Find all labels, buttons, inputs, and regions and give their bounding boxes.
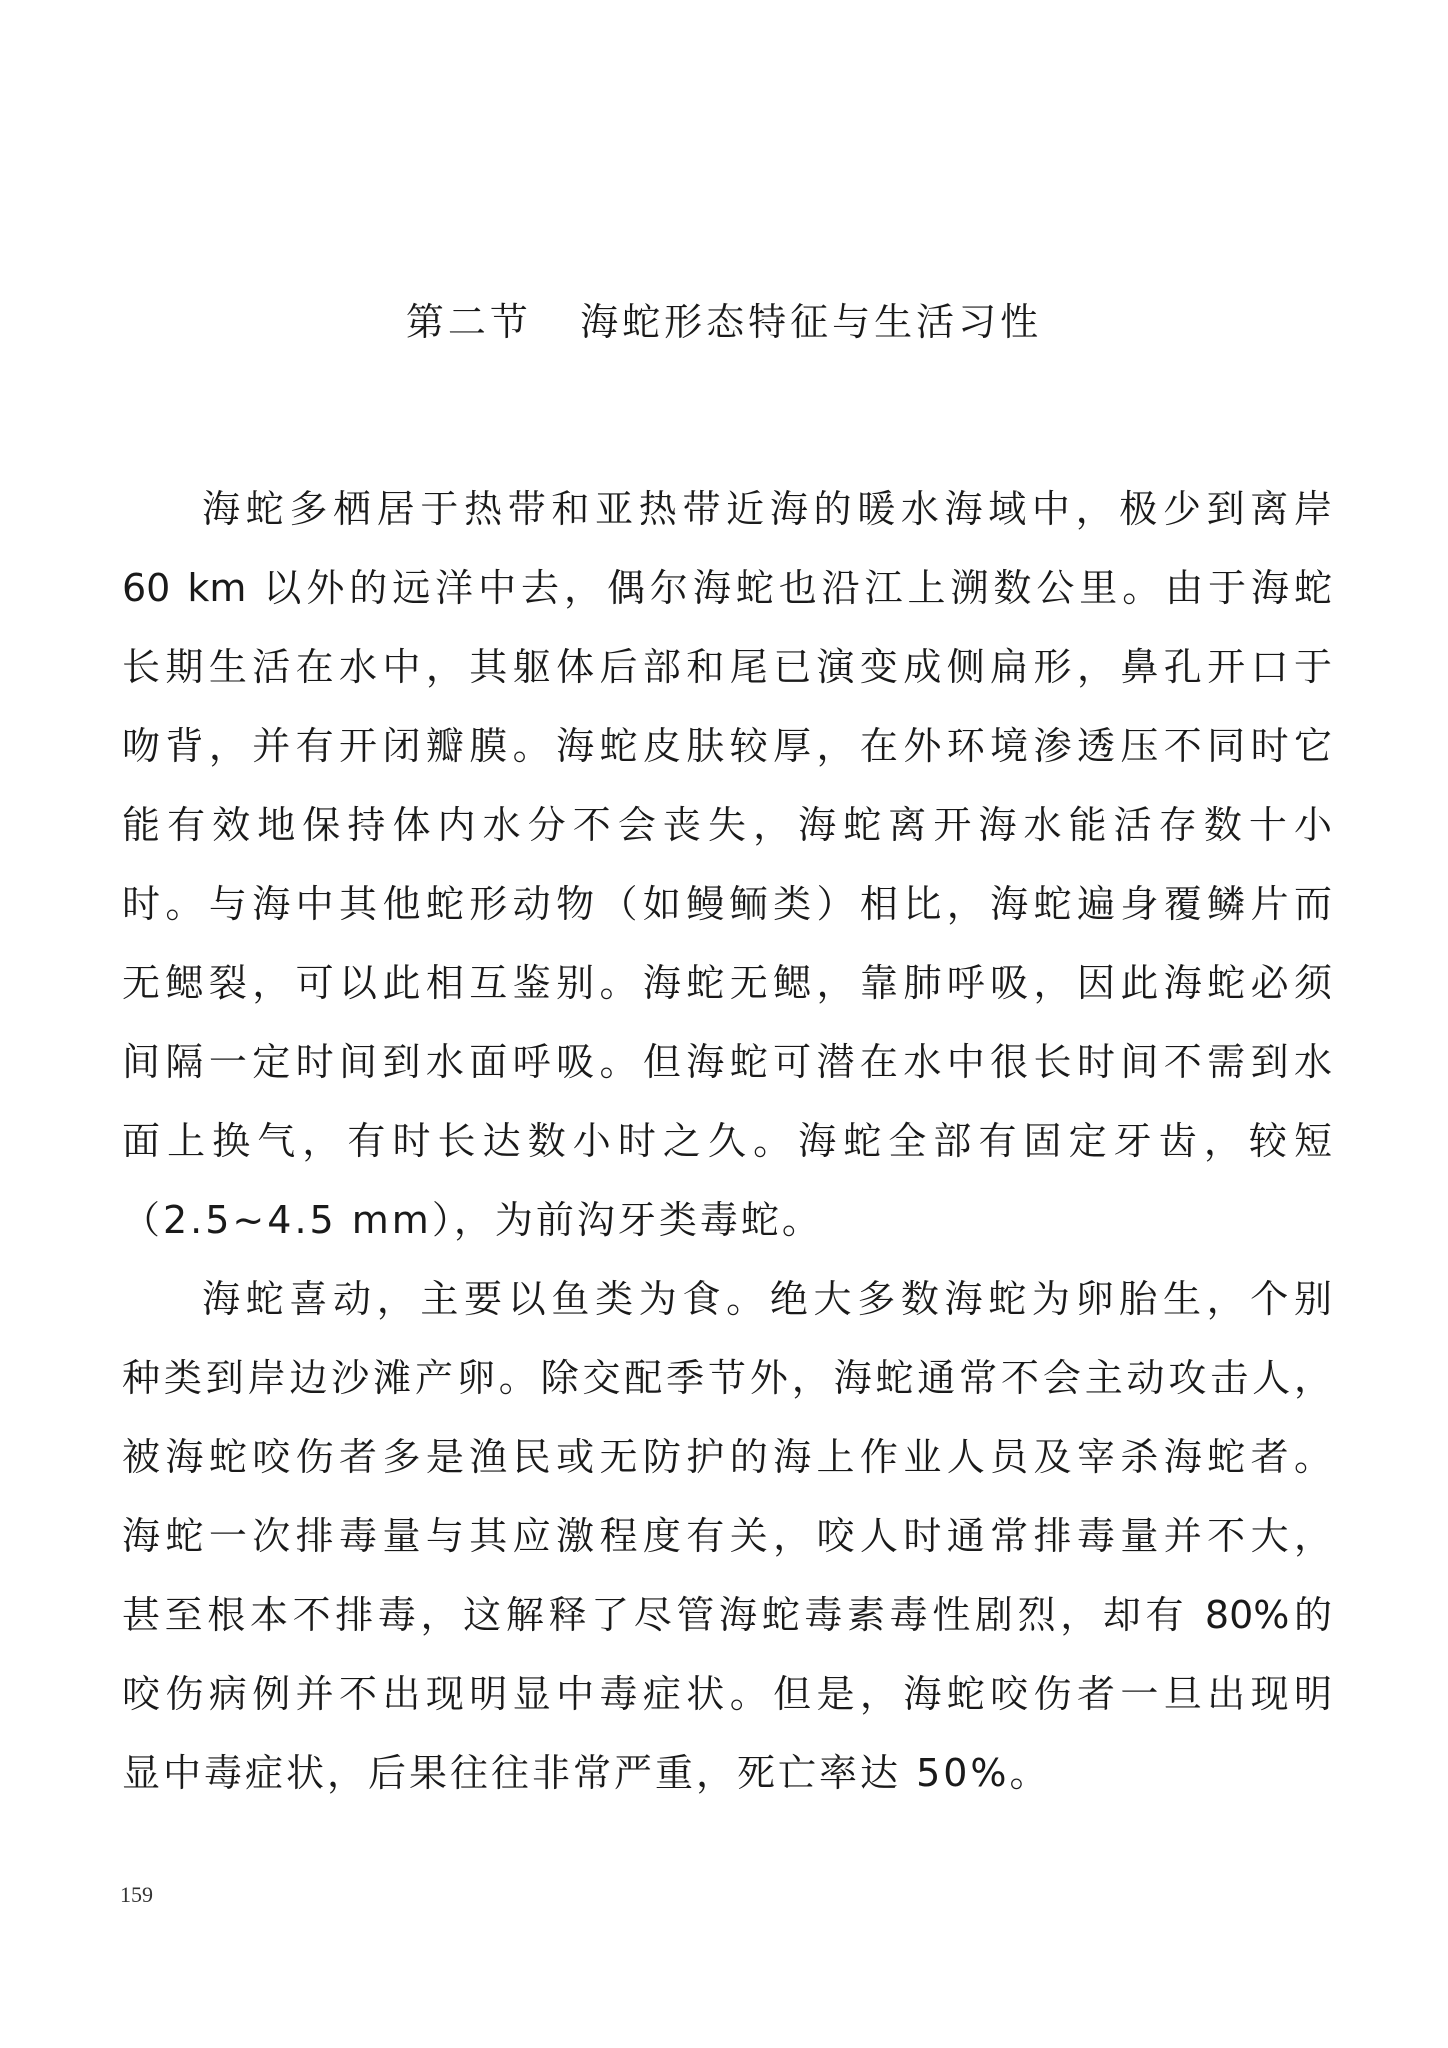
text-line: 吻背，并有开闭瓣膜。海蛇皮肤较厚，在外环境渗透压不同时它	[122, 724, 1332, 768]
text-line: 甚至根本不排毒，这解释了尽管海蛇毒素毒性剧烈，却有 80%的	[122, 1593, 1332, 1637]
text-line: 间隔一定时间到水面呼吸。但海蛇可潜在水中很长时间不需到水	[122, 1040, 1332, 1084]
text-line: 海蛇喜动，主要以鱼类为食。绝大多数海蛇为卵胎生，个别	[202, 1277, 1332, 1321]
text-line: 面上换气，有时长达数小时之久。海蛇全部有固定牙齿，较短	[122, 1119, 1332, 1163]
text-line: 时。与海中其他蛇形动物（如鳗鲕类）相比，海蛇遍身覆鳞片而	[122, 882, 1332, 926]
section-title: 第二节 海蛇形态特征与生活习性	[405, 300, 1043, 344]
paragraph	[122, 1260, 1332, 1813]
text-line: 咬伤病例并不出现明显中毒症状。但是，海蛇咬伤者一旦出现明	[122, 1672, 1332, 1716]
text-line: 种类到岸边沙滩产卵。除交配季节外，海蛇通常不会主动攻击人，	[122, 1356, 1332, 1400]
text-line: 长期生活在水中，其躯体后部和尾已演变成侧扁形，鼻孔开口于	[122, 645, 1332, 689]
page-number: 159	[120, 1882, 153, 1907]
text-line: 显中毒症状，后果往往非常严重，死亡率达 50%。	[122, 1751, 1051, 1795]
text-line: 海蛇一次排毒量与其应激程度有关，咬人时通常排毒量并不大，	[122, 1514, 1332, 1558]
text-line: （2.5~4.5 mm），为前沟牙类毒蛇。	[122, 1198, 823, 1242]
text-line: 海蛇多栖居于热带和亚热带近海的暖水海域中，极少到离岸	[202, 487, 1332, 531]
text-line: 能有效地保持体内水分不会丧失，海蛇离开海水能活存数十小	[122, 803, 1332, 847]
text-line: 无鳃裂，可以此相互鉴别。海蛇无鳃，靠肺呼吸，因此海蛇必须	[122, 961, 1332, 1005]
body-text	[122, 470, 1332, 1813]
text-line: 被海蛇咬伤者多是渔民或无防护的海上作业人员及宰杀海蛇者。	[122, 1435, 1332, 1479]
text-line: 60 km 以外的远洋中去，偶尔海蛇也沿江上溯数公里。由于海蛇	[122, 566, 1332, 610]
paragraph	[122, 470, 1332, 1260]
